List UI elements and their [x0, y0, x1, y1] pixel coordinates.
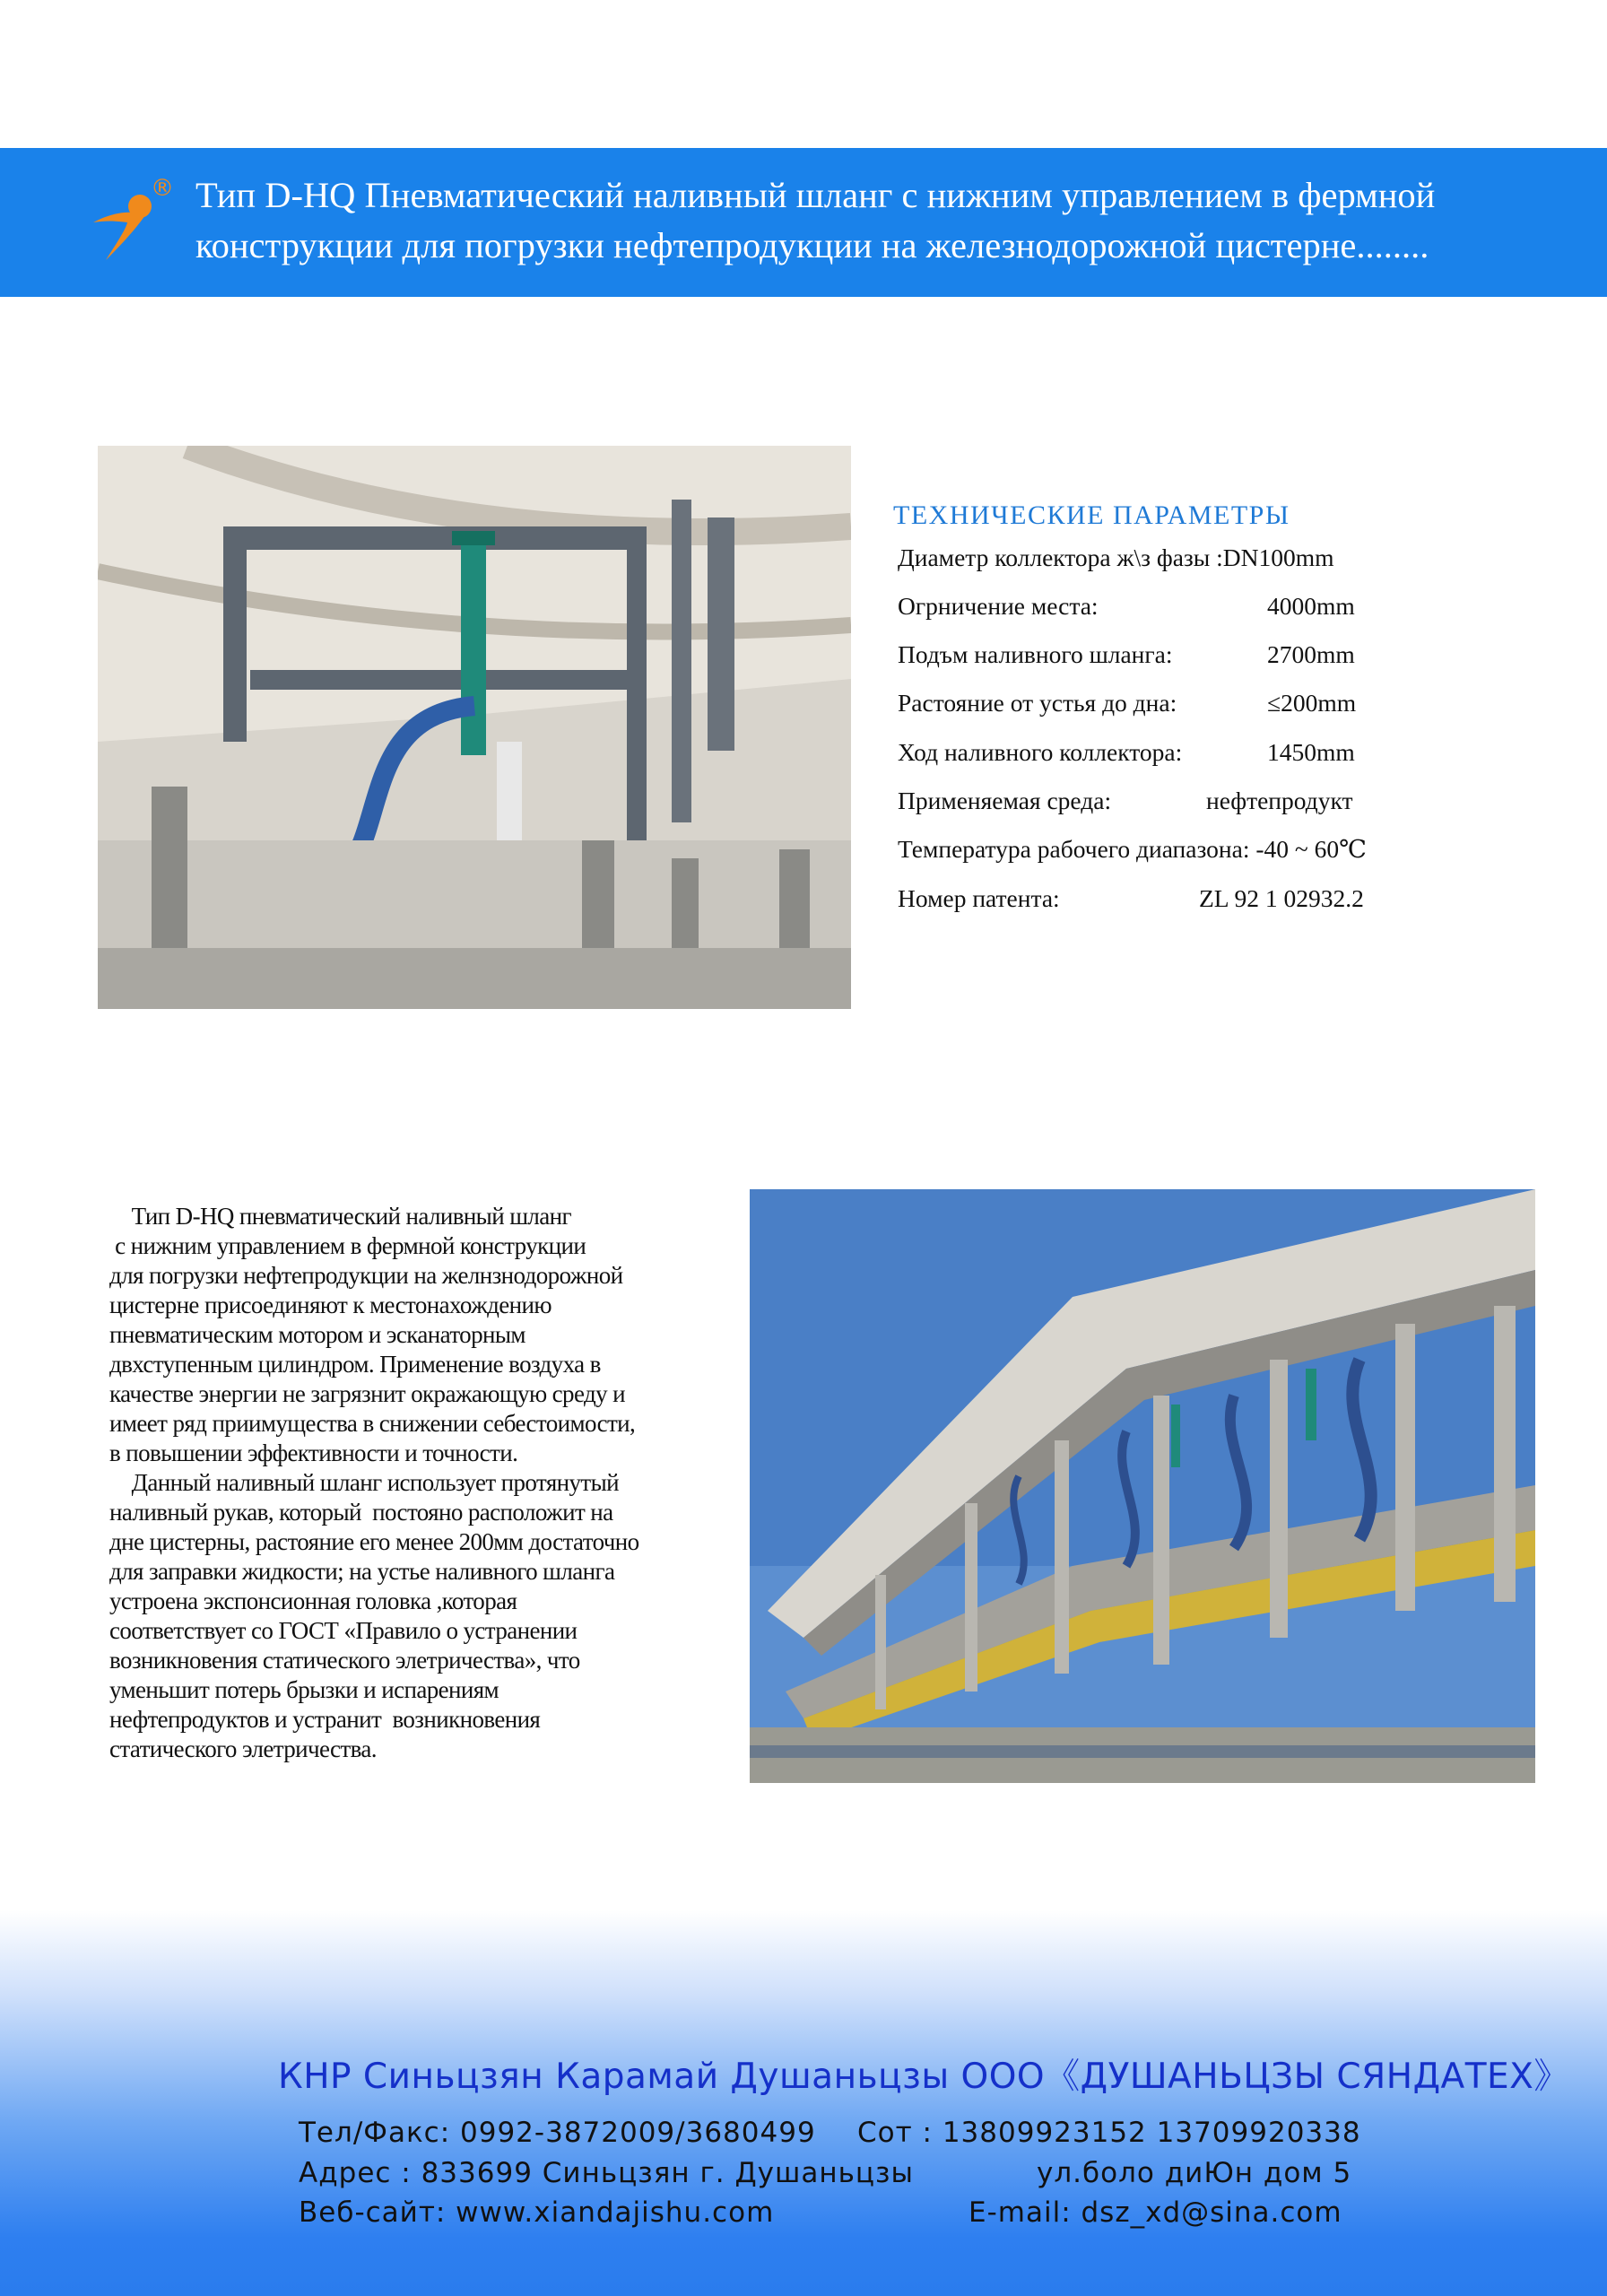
description-text	[109, 1202, 755, 1764]
page-title	[195, 170, 1559, 271]
description-line: имеет ряд приимущества в снижении себестоимости,	[109, 1410, 636, 1437]
description-line: Тип D-HQ пневматический наливный шланг	[109, 1203, 571, 1230]
specs-heading: ТЕХНИЧЕСКИЕ ПАРАМЕТРЫ	[893, 500, 1290, 530]
spec-label: Номер патента:	[898, 884, 1060, 912]
spec-label: Применяемая среда:	[898, 787, 1112, 814]
footer-phone: Тел/Факс: 0992-3872009/3680499	[299, 2117, 816, 2149]
loading-rack-photo	[750, 1189, 1535, 1783]
footer-street: ул.боло диЮн дом 5	[1037, 2157, 1352, 2189]
spec-value: ZL 92 1 02932.2	[1199, 884, 1364, 912]
spec-value: ≤200mm	[1267, 689, 1357, 717]
description-line: с нижним управлением в фермной конструкции	[109, 1232, 586, 1259]
spec-row-collector-diameter	[898, 544, 1334, 572]
spec-label: Растояние от устья до дна:	[898, 689, 1177, 717]
footer-website: Веб-сайт: www.xiandajishu.com	[299, 2196, 775, 2229]
description-line: возникновения статического элетричества», что	[109, 1647, 580, 1674]
spec-row-hose-lift	[898, 640, 1355, 669]
description-line: двхступенным цилиндром. Применение воздуха в	[109, 1351, 601, 1378]
spec-value: нефтепродукт	[1206, 787, 1353, 814]
company-logo-icon	[86, 176, 172, 269]
spec-label: Подъм наливного шланга:	[898, 640, 1173, 668]
title-line-2: конструкции для погрузки нефтепродукции на железнодорожной цистерне........	[195, 225, 1429, 265]
registered-mark: ®	[151, 176, 172, 202]
description-line: для погрузки нефтепродукции на желнзнодорожной	[109, 1262, 623, 1289]
description-line: соответствует со ГОСТ «Правило о устранении	[109, 1617, 578, 1644]
description-line: Данный наливный шланг использует протянутый	[109, 1469, 619, 1496]
loading-arm-photo	[98, 446, 851, 1009]
footer-mobile: Сот : 13809923152 13709920338	[857, 2117, 1361, 2149]
spec-row-medium	[898, 787, 1353, 815]
spec-row-collector-stroke	[898, 738, 1355, 767]
description-line: цистерне присоединяют к местонахождению	[109, 1292, 552, 1318]
spec-row-temperature	[898, 835, 1367, 864]
description-line: устроена экспонсионная головка ,которая	[109, 1587, 517, 1614]
spec-value: 2700mm	[1267, 640, 1355, 668]
spec-label: Температура рабочего диапазона: -40 ~ 60℃	[898, 835, 1367, 863]
spec-row-patent	[898, 884, 1364, 913]
description-line: уменьшит потерь брызки и испарениям	[109, 1676, 499, 1703]
description-line: наливный рукав, который постояно расположит на	[109, 1499, 613, 1526]
description-line: статического элетричества.	[109, 1735, 377, 1762]
footer-gradient	[0, 1910, 1607, 2296]
footer-email: E-mail: dsz_xd@sina.com	[969, 2196, 1342, 2229]
spec-row-mouth-distance	[898, 689, 1357, 718]
description-line: качестве энергии не загрязнит окражающую среду и	[109, 1380, 626, 1407]
footer-company-name: КНР Синьцзян Карамай Душаньцзы ООО《ДУШАНЬЦЗЫ СЯНДАТЕХ》	[278, 2057, 1569, 2097]
spec-label: Диаметр коллектора ж\з фазы :DN100mm	[898, 544, 1334, 571]
title-line-1: Тип D-HQ Пневматический наливный шланг с нижним управлением в фермной	[195, 175, 1436, 215]
description-line: нефтепродуктов и устранит возникновения	[109, 1706, 541, 1733]
description-line: дне цистерны, растояние его менее 200мм достаточно	[109, 1528, 639, 1555]
description-line: для заправки жидкости; на устье наливного шланга	[109, 1558, 615, 1585]
description-line: в повышении эффективности и точности.	[109, 1439, 518, 1466]
spec-value: 1450mm	[1267, 738, 1355, 766]
spec-label: Огрничение места:	[898, 592, 1099, 620]
footer-address: Адрес : 833699 Синьцзян г. Душаньцзы	[299, 2157, 914, 2189]
spec-value: 4000mm	[1267, 592, 1355, 620]
spec-label: Ход наливного коллектора:	[898, 738, 1183, 766]
description-line: пневматическим мотором и эсканаторным	[109, 1321, 526, 1348]
spec-row-space-limit	[898, 592, 1355, 621]
